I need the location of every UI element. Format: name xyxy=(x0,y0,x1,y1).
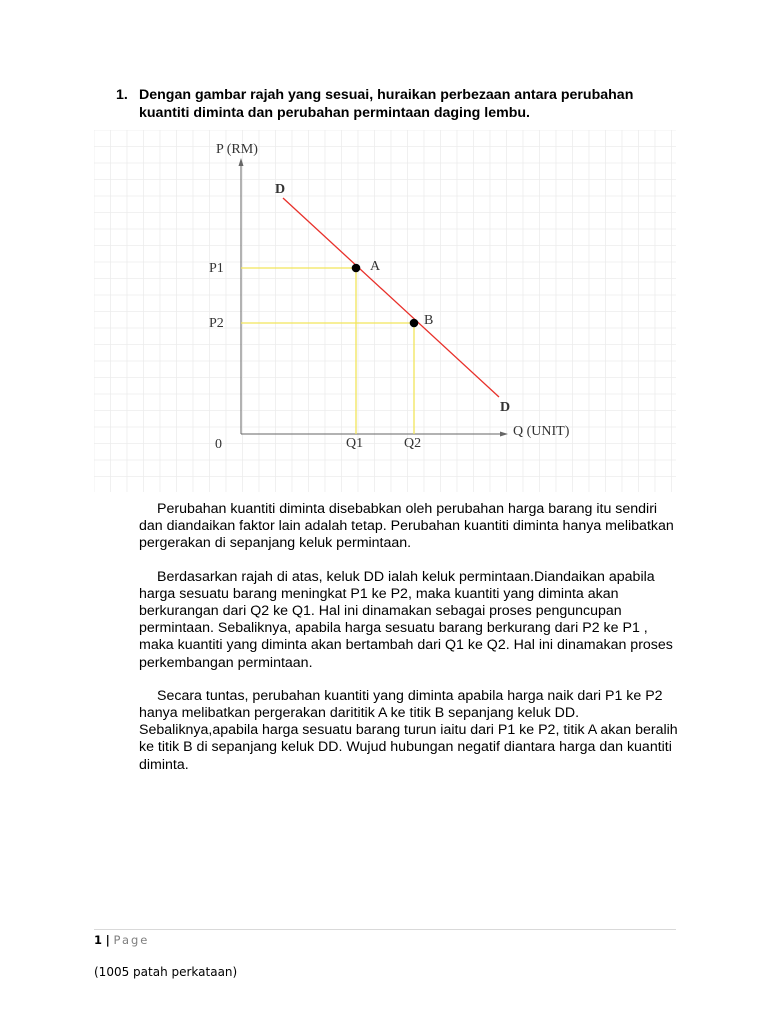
paragraph-2: Berdasarkan rajah di atas, keluk DD ialah keluk permintaan.Diandaikan apabila harga sesuatu barang meningkat P1 ke P2, maka kuantiti yang diminta akan berkurangan dari Q2 ke Q1. Hal ini dinamakan sebagai proses penguncupan permintaan. Sebaliknya, apabila harga sesuatu barang berkurang dari P2 ke P1 , maka kuantiti yang diminta akan bertambah dari Q1 ke Q2. Hal ini dinamakan proses perkembangan permintaan. xyxy=(139,568,673,671)
demand-diagram xyxy=(94,130,676,492)
curve-label-bottom: D xyxy=(500,400,511,415)
point-a-label: A xyxy=(370,259,381,274)
q2-label: Q2 xyxy=(404,436,422,451)
point-b-label: B xyxy=(424,313,434,328)
page-separator: | xyxy=(105,933,110,947)
page-number: 1 xyxy=(94,933,103,947)
p2-label: P2 xyxy=(209,316,224,331)
p1-label: P1 xyxy=(209,261,224,276)
curve-label-top: D xyxy=(275,182,286,197)
demand-diagram-svg xyxy=(94,130,676,492)
answer-text xyxy=(139,501,684,790)
question-number: 1. xyxy=(116,87,128,103)
q1-label: Q1 xyxy=(346,436,364,451)
y-axis-label: P (RM) xyxy=(216,142,258,157)
question-text: Dengan gambar rajah yang sesuai, huraikan perbezaan antara perubahan kuantiti diminta dan perubahan permintaan daging lembu. xyxy=(139,87,634,121)
point-b xyxy=(410,319,419,328)
paragraph-1: Perubahan kuantiti diminta disebabkan oleh perubahan harga barang itu sendiri dan diandaikan faktor lain adalah tetap. Perubahan kuantiti diminta hanya melibatkan pergerakan di sepanjang keluk permintaan. xyxy=(139,501,674,552)
grid xyxy=(94,130,676,492)
footer-divider xyxy=(94,929,676,930)
page-word: Page xyxy=(113,933,150,947)
origin-label: 0 xyxy=(215,437,222,452)
paragraph-3: Secara tuntas, perubahan kuantiti yang diminta apabila harga naik dari P1 ke P2 hanya melibatkan pergerakan darititik A ke titik B sepanjang keluk DD. Sebaliknya,apabila harga sesuatu barang turun iaitu dari P1 ke P2, titik A akan beralih ke titik B di sepanjang keluk DD. Wujud hubungan negatif diantara harga dan kuantiti diminta. xyxy=(139,687,678,773)
point-a xyxy=(352,264,361,273)
x-axis-label: Q (UNIT) xyxy=(513,424,570,439)
word-count: (1005 patah perkataan) xyxy=(94,965,238,979)
page-footer xyxy=(94,933,149,947)
